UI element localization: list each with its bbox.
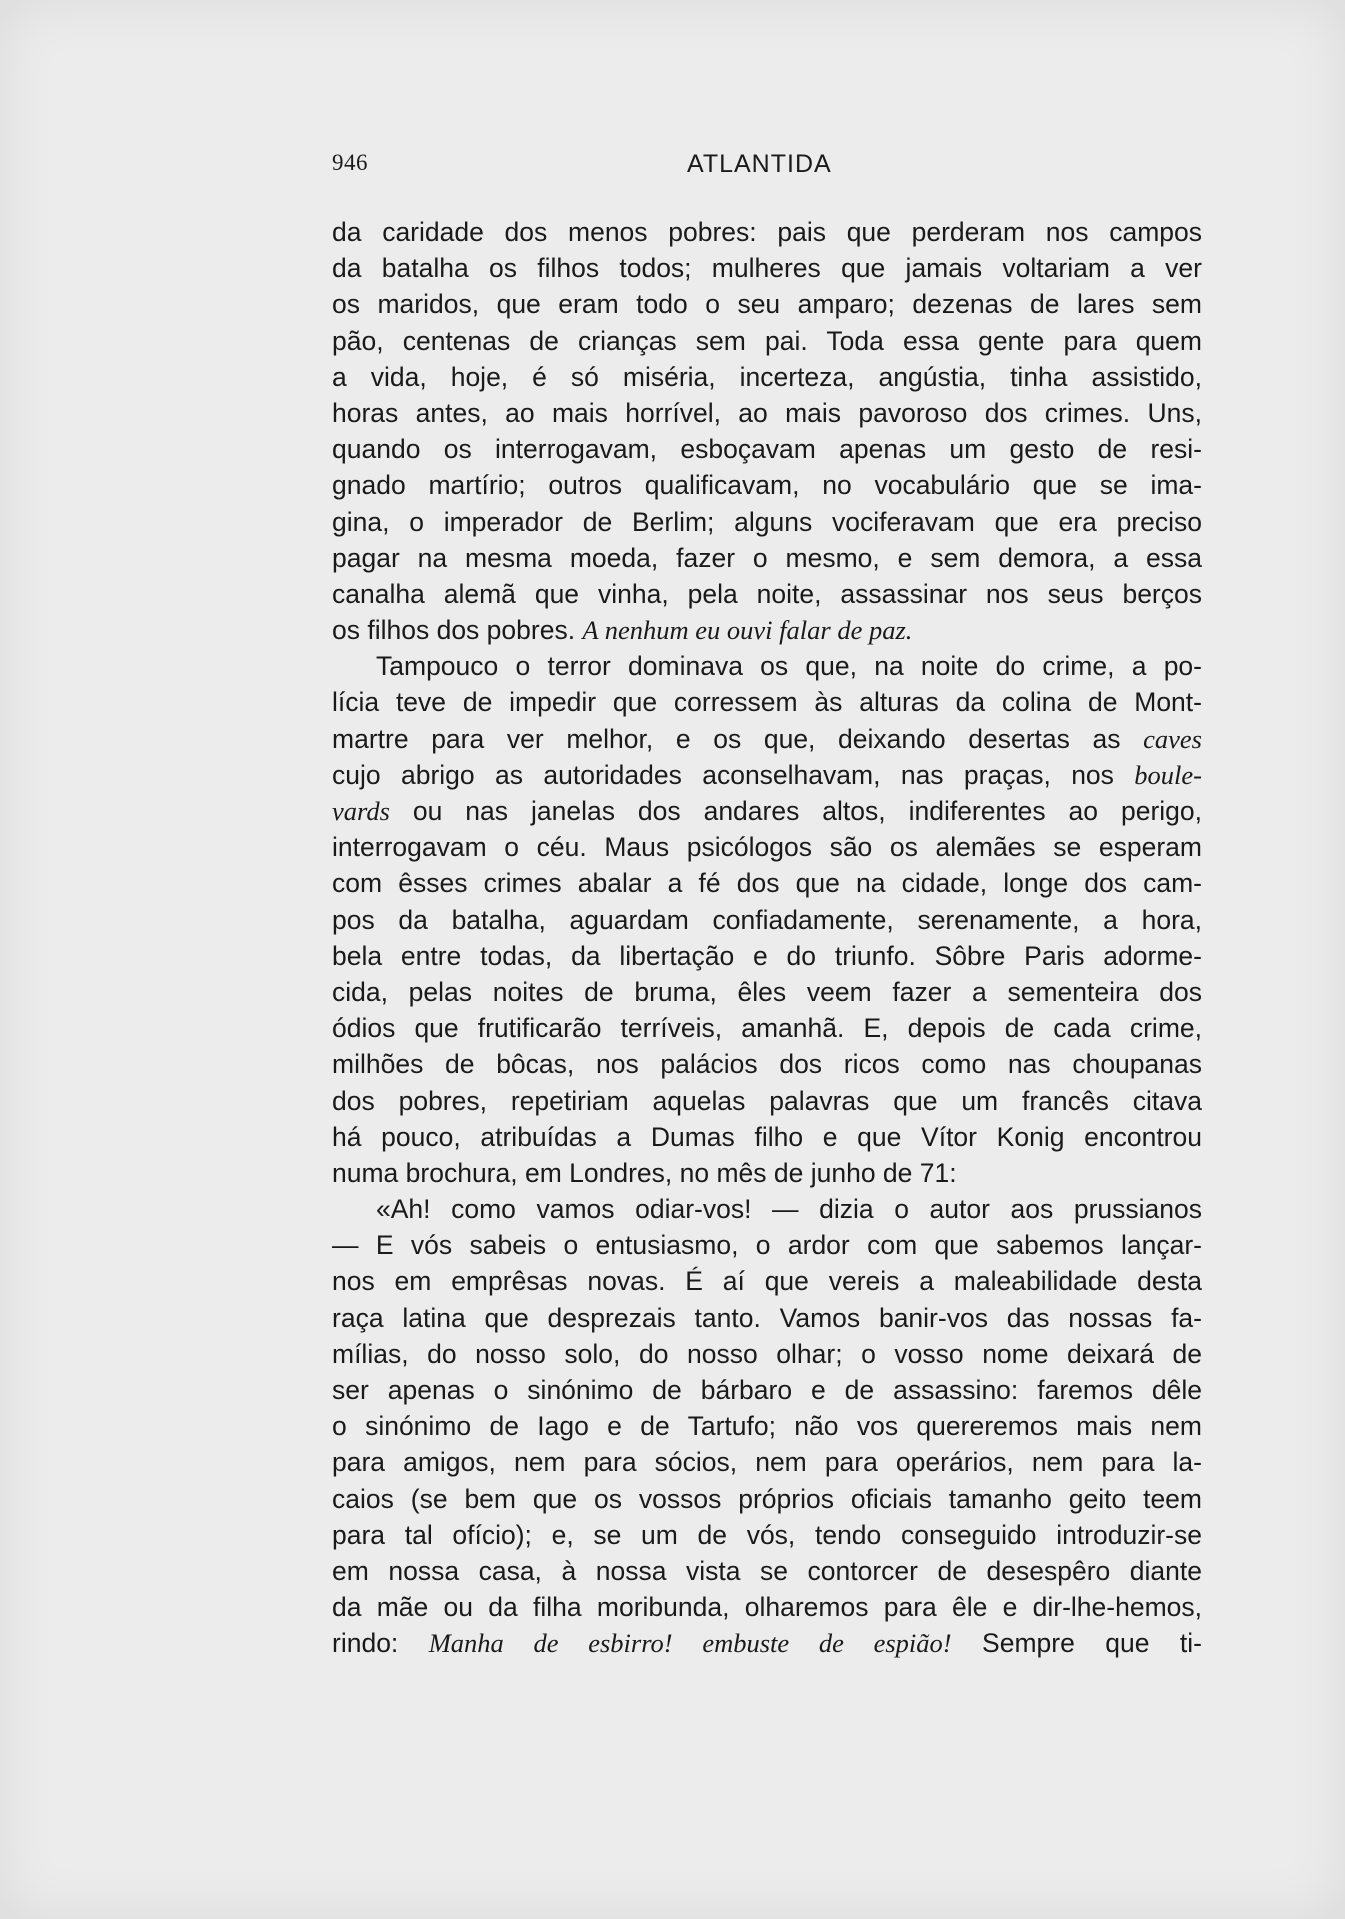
text-line: raça latina que desprezais tanto. Vamos banir-vos das nossas fa-	[332, 1302, 1202, 1333]
italic-word: caves	[1143, 723, 1202, 754]
text-segment: cujo abrigo as autoridades aconselhavam, nas praças, nos	[332, 759, 1135, 790]
quote-start-line: «Ah! como vamos odiar-vos! — dizia o autor aos prussianos	[376, 1194, 1202, 1225]
text-line: para tal ofício); e, se um de vós, tendo conseguido introduzir-se	[332, 1519, 1202, 1550]
body-text	[332, 214, 1202, 1662]
text-segment: Sempre que ti-	[951, 1628, 1202, 1659]
text-segment: rindo:	[332, 1628, 429, 1659]
text-line: da mãe ou da filha moribunda, olharemos para êle e dir-lhe-hemos,	[332, 1592, 1202, 1623]
text-line: pos da batalha, aguardam confiadamente, serenamente, a hora,	[332, 904, 1202, 935]
text-line: gnado martírio; outros qualificavam, no vocabulário que se ima-	[332, 470, 1202, 501]
text-line: — E vós sabeis o entusiasmo, o ardor com que sabemos lançar-	[332, 1230, 1202, 1261]
italic-quote: Manha de esbirro! embuste de espião!	[428, 1628, 952, 1659]
text-line	[332, 721, 1202, 757]
text-line: caios (se bem que os vossos próprios oficiais tamanho geito teem	[332, 1483, 1202, 1514]
text-line: mílias, do nosso solo, do nosso olhar; o vosso nome deixará de	[332, 1338, 1202, 1369]
text-line: interrogavam o céu. Maus psicólogos são os alemães se esperam	[332, 832, 1202, 863]
text-line: lícia teve de impedir que corressem às alturas da colina de Mont-	[332, 687, 1202, 718]
text-line: canalha alemã que vinha, pela noite, assassinar nos seus berços	[332, 578, 1202, 609]
text-line: da caridade dos menos pobres: pais que perderam nos campos	[332, 217, 1202, 247]
text-segment: os filhos dos pobres.	[332, 615, 583, 646]
text-line: com êsses crimes abalar a fé dos que na cidade, longe dos cam-	[332, 868, 1202, 899]
text-line: ser apenas o sinónimo de bárbaro e de assassino: faremos dêle	[332, 1375, 1202, 1405]
text-line: cida, pelas noites de bruma, êles veem fazer a sementeira dos	[332, 976, 1202, 1007]
text-line	[332, 612, 1202, 648]
text-line: milhões de bôcas, nos palácios dos ricos como nas choupanas	[332, 1049, 1202, 1080]
italic-word: boule-	[1134, 759, 1202, 790]
text-line	[332, 757, 1202, 793]
text-line: pagar na mesma moeda, fazer o mesmo, e sem demora, a essa	[332, 542, 1202, 573]
text-line: dos pobres, repetiriam aquelas palavras que um francês citava	[332, 1085, 1202, 1116]
text-line: quando os interrogavam, esboçavam apenas um gesto de resi-	[332, 434, 1202, 465]
text-line	[332, 1625, 1202, 1661]
text-line	[332, 793, 1202, 829]
text-line: da batalha os filhos todos; mulheres que jamais voltariam a ver	[332, 253, 1202, 284]
text-line: numa brochura, em Londres, no mês de junho de 71:	[332, 1157, 957, 1188]
text-line: nos em emprêsas novas. É aí que vereis a maleabilidade desta	[332, 1266, 1202, 1297]
text-line: os maridos, que eram todo o seu amparo; dezenas de lares sem	[332, 289, 1202, 320]
italic-word: vards	[332, 796, 390, 826]
journal-title: ATLANTIDA	[687, 150, 832, 178]
running-head	[332, 150, 1202, 190]
text-segment: martre para ver melhor, e os que, deixando desertas as	[332, 723, 1144, 754]
italic-quote: A nenhum eu ouvi falar de paz.	[582, 615, 913, 646]
text-line: bela entre todas, da libertação e do triunfo. Sôbre Paris adorme-	[332, 940, 1202, 971]
text-line: para amigos, nem para sócios, nem para operários, nem para la-	[332, 1447, 1202, 1478]
text-line: ódios que frutificarão terríveis, amanhã. E, depois de cada crime,	[332, 1013, 1202, 1044]
text-line: pão, centenas de crianças sem pai. Toda essa gente para quem	[332, 325, 1202, 356]
text-line: o sinónimo de Iago e de Tartufo; não vos quereremos mais nem	[332, 1411, 1202, 1442]
paragraph-start-line: Tampouco o terror dominava os que, na noite do crime, a po-	[376, 651, 1202, 682]
text-line: gina, o imperador de Berlim; alguns vociferavam que era preciso	[332, 506, 1202, 537]
text-line: há pouco, atribuídas a Dumas filho e que Vítor Konig encontrou	[332, 1121, 1202, 1152]
text-segment: ou nas janelas dos andares altos, indiferentes ao perigo,	[389, 796, 1202, 826]
text-line: horas antes, ao mais horrível, ao mais pavoroso dos crimes. Uns,	[332, 397, 1202, 428]
text-line: a vida, hoje, é só miséria, incerteza, angústia, tinha assistido,	[332, 361, 1202, 392]
text-line: em nossa casa, à nossa vista se contorcer de desespêro diante	[332, 1555, 1202, 1586]
page-number: 946	[332, 150, 368, 175]
